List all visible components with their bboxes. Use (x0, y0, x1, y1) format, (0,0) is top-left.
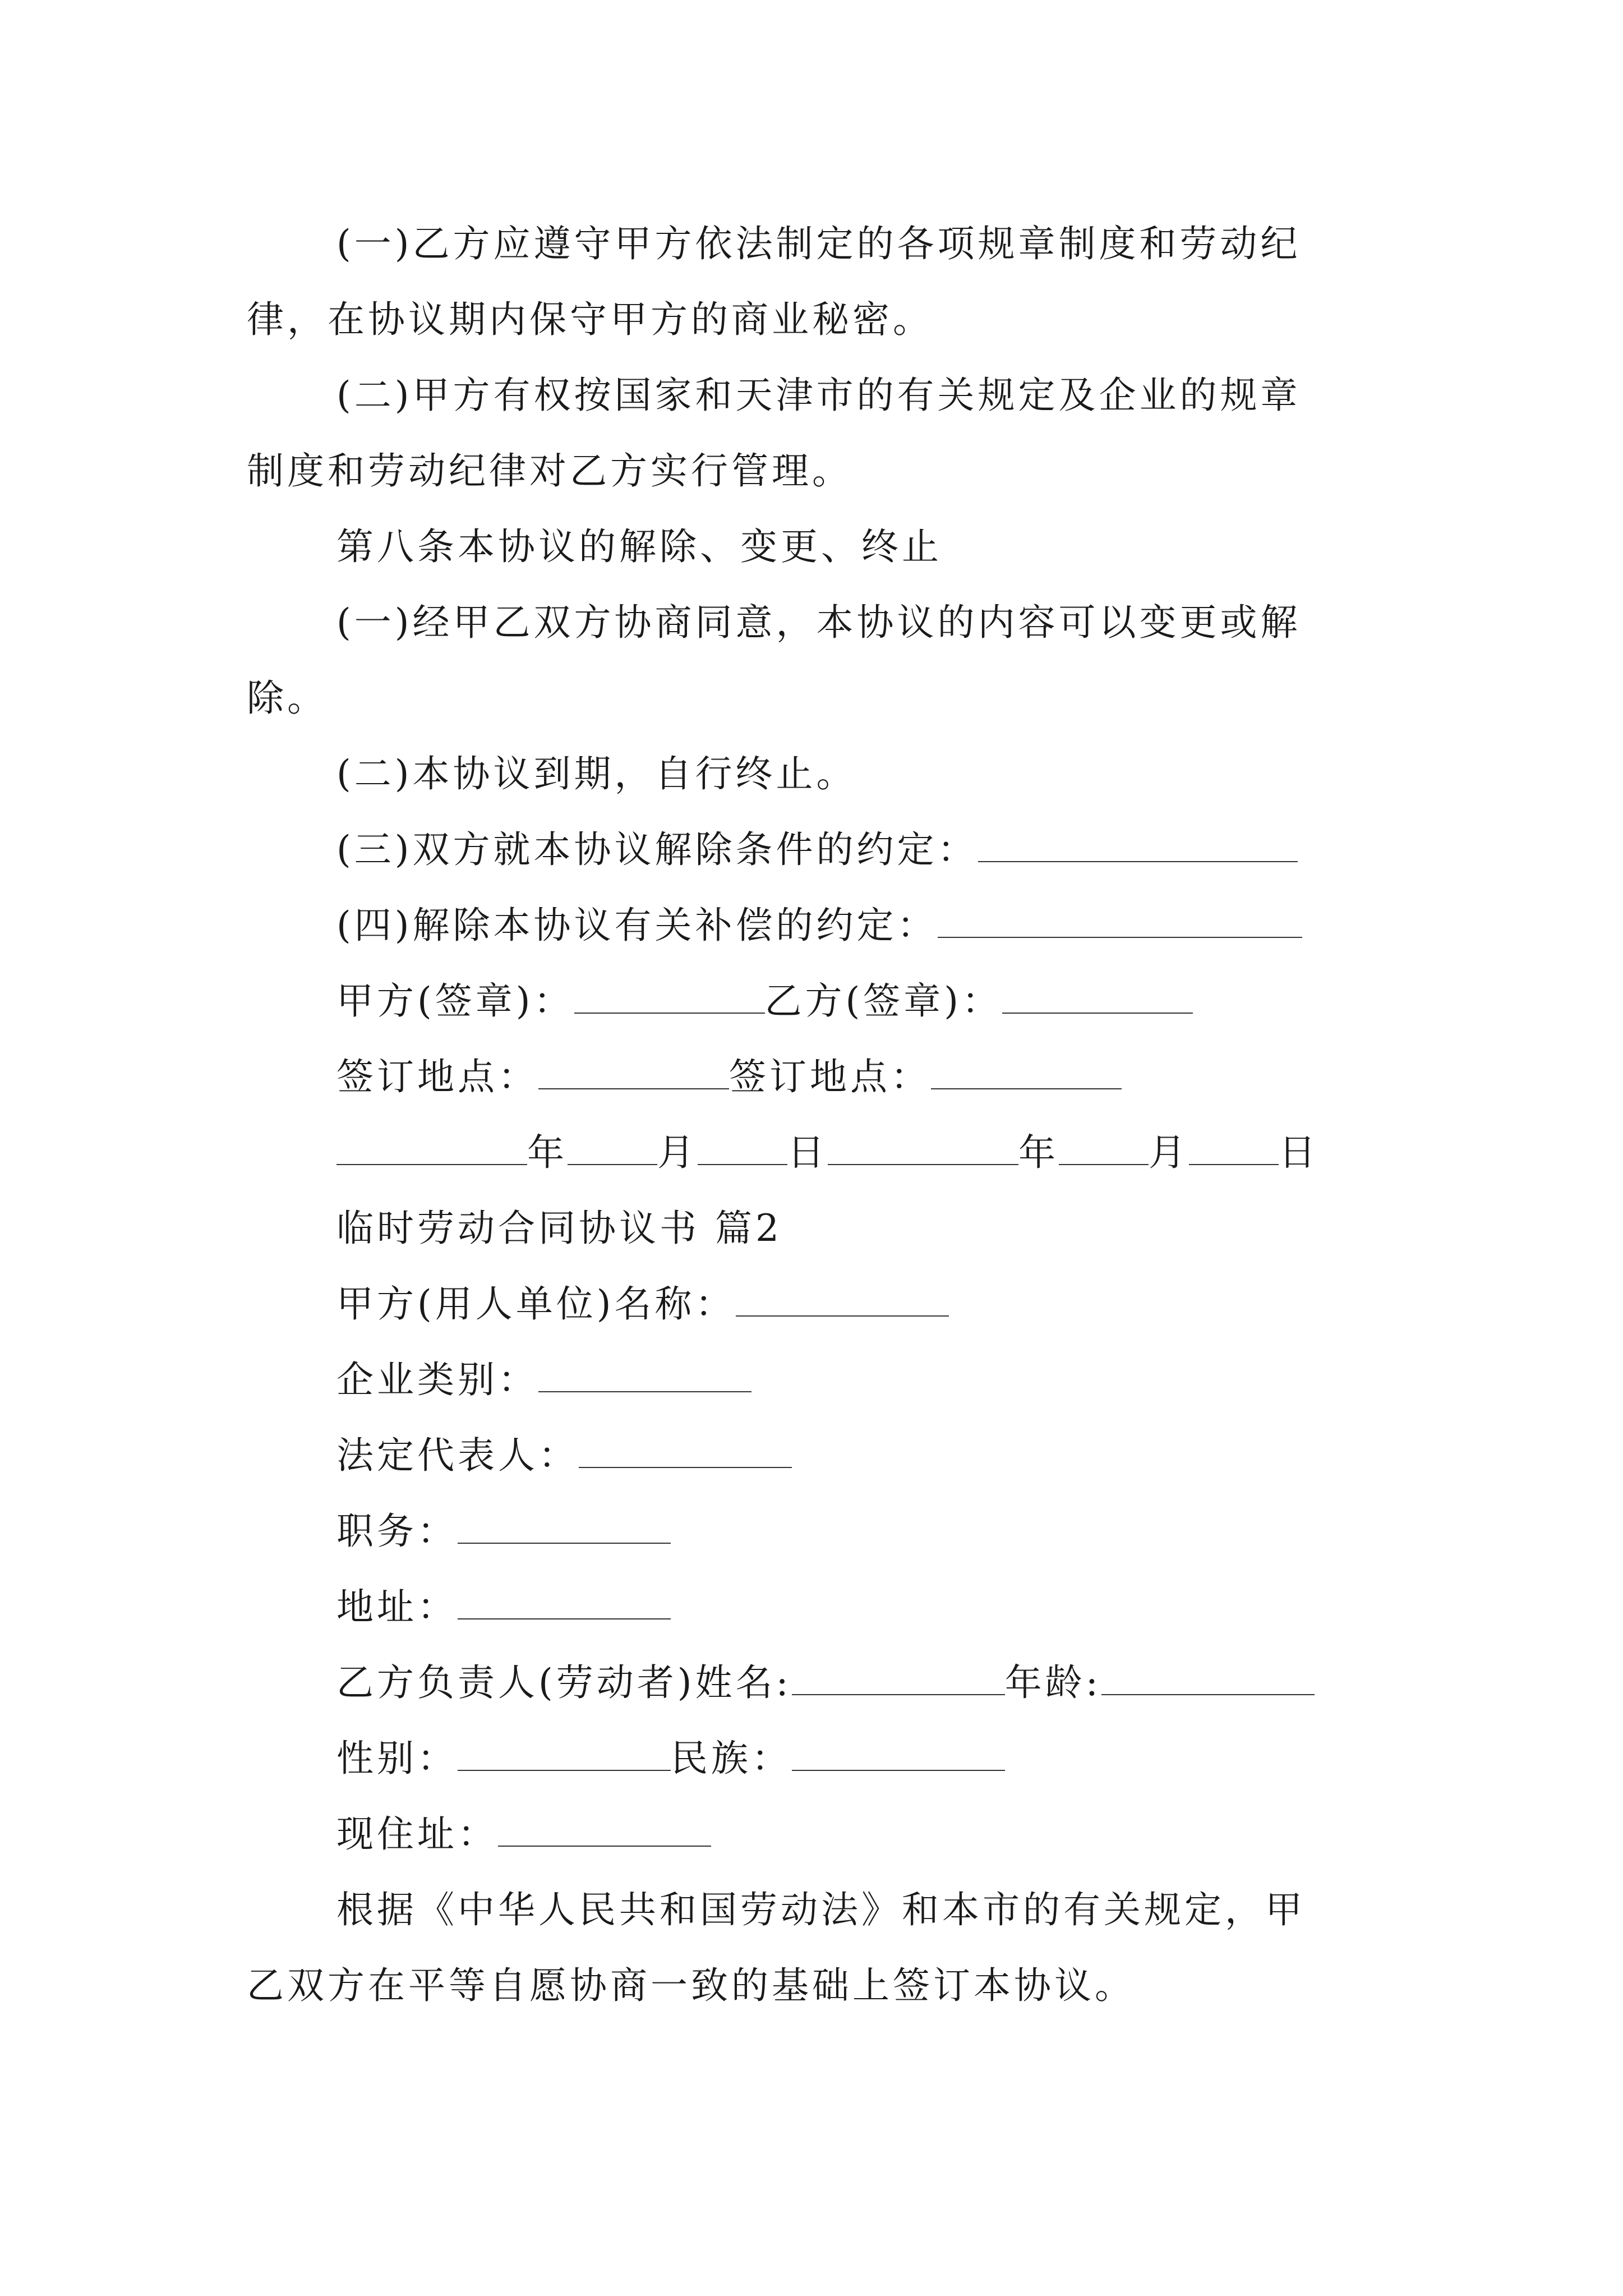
date-line (336, 1128, 1319, 1178)
fill-blank (978, 827, 1298, 862)
form-line (336, 1279, 949, 1329)
form-label: 乙方负责人(劳动者)姓名: (336, 1661, 792, 1704)
form-label: 企业类别： (336, 1358, 538, 1401)
paragraph-line: 制度和劳动纪律对乙方实行管理。 (247, 449, 852, 493)
party-b-seal-label: 乙方(签章)： (764, 979, 1002, 1023)
fill-blank (568, 1130, 657, 1165)
form-label: 性别： (336, 1737, 458, 1780)
fill-blank (792, 1660, 1005, 1695)
fill-blank (698, 1130, 787, 1165)
fill-blank (538, 1358, 751, 1392)
paragraph-line: (二)本协议到期，自行终止。 (336, 752, 857, 795)
fill-blank (458, 1509, 671, 1544)
fill-blank (336, 1130, 527, 1165)
party-a-seal-label: 甲方(签章)： (336, 979, 574, 1023)
form-line (336, 1506, 671, 1557)
fill-blank (931, 1055, 1122, 1089)
form-label: 现住址： (336, 1812, 498, 1856)
signing-place-line (336, 1052, 1122, 1102)
form-label: (四)解除本协议有关补偿的约定： (336, 904, 938, 947)
fill-blank (458, 1736, 671, 1771)
form-line (336, 1430, 792, 1481)
document-title: 临时劳动合同协议书 篇2 (336, 1207, 782, 1250)
form-label: 民族： (671, 1737, 792, 1780)
fill-blank (498, 1812, 711, 1847)
year-label: 年 (1018, 1131, 1059, 1174)
fill-blank (792, 1736, 1005, 1771)
form-line (336, 1809, 711, 1860)
paragraph-line: 乙双方在平等自愿协商一致的基础上签订本协议。 (247, 1964, 1135, 2007)
fill-blank (736, 1282, 949, 1317)
form-line (336, 1355, 751, 1405)
paragraph-line: 律，在协议期内保守甲方的商业秘密。 (247, 298, 933, 341)
paragraph-line: (一)经甲乙双方协商同意，本协议的内容可以变更或解 (336, 601, 1301, 644)
fill-blank (579, 1433, 792, 1468)
form-label: 法定代表人： (336, 1434, 579, 1477)
fill-blank (1189, 1130, 1279, 1165)
fill-blank (574, 979, 765, 1014)
fill-blank (828, 1130, 1018, 1165)
signature-line (336, 976, 1193, 1027)
form-label: 职务： (336, 1510, 458, 1553)
form-label: 甲方(用人单位)名称： (336, 1282, 736, 1326)
day-label: 日 (1279, 1131, 1319, 1174)
form-line (336, 1733, 1005, 1784)
form-line (336, 1658, 1315, 1708)
fill-blank (1101, 1660, 1315, 1695)
paragraph-line: (一)乙方应遵守甲方依法制定的各项规章制度和劳动纪 (336, 222, 1301, 265)
signing-place-label: 签订地点： (729, 1055, 931, 1098)
signing-place-label: 签订地点： (336, 1055, 538, 1098)
fill-blank (938, 903, 1302, 938)
form-line (336, 900, 1302, 951)
paragraph-line: 除。 (247, 677, 328, 720)
section-heading: 第八条本协议的解除、变更、终止 (336, 525, 942, 568)
fill-blank (1059, 1130, 1149, 1165)
month-label: 月 (1149, 1131, 1189, 1174)
paragraph-line: 根据《中华人民共和国劳动法》和本市的有关规定，甲 (336, 1888, 1306, 1931)
form-label: (三)双方就本协议解除条件的约定： (336, 828, 978, 871)
fill-blank (458, 1585, 671, 1619)
year-label: 年 (527, 1131, 568, 1174)
form-label: 年龄: (1004, 1661, 1101, 1704)
month-label: 月 (657, 1131, 698, 1174)
form-line (336, 1582, 671, 1632)
form-line (336, 825, 1298, 875)
form-label: 地址： (336, 1585, 458, 1628)
fill-blank (538, 1055, 729, 1089)
day-label: 日 (787, 1131, 828, 1174)
fill-blank (1002, 979, 1193, 1014)
paragraph-line: (二)甲方有权按国家和天津市的有关规定及企业的规章 (336, 374, 1301, 417)
